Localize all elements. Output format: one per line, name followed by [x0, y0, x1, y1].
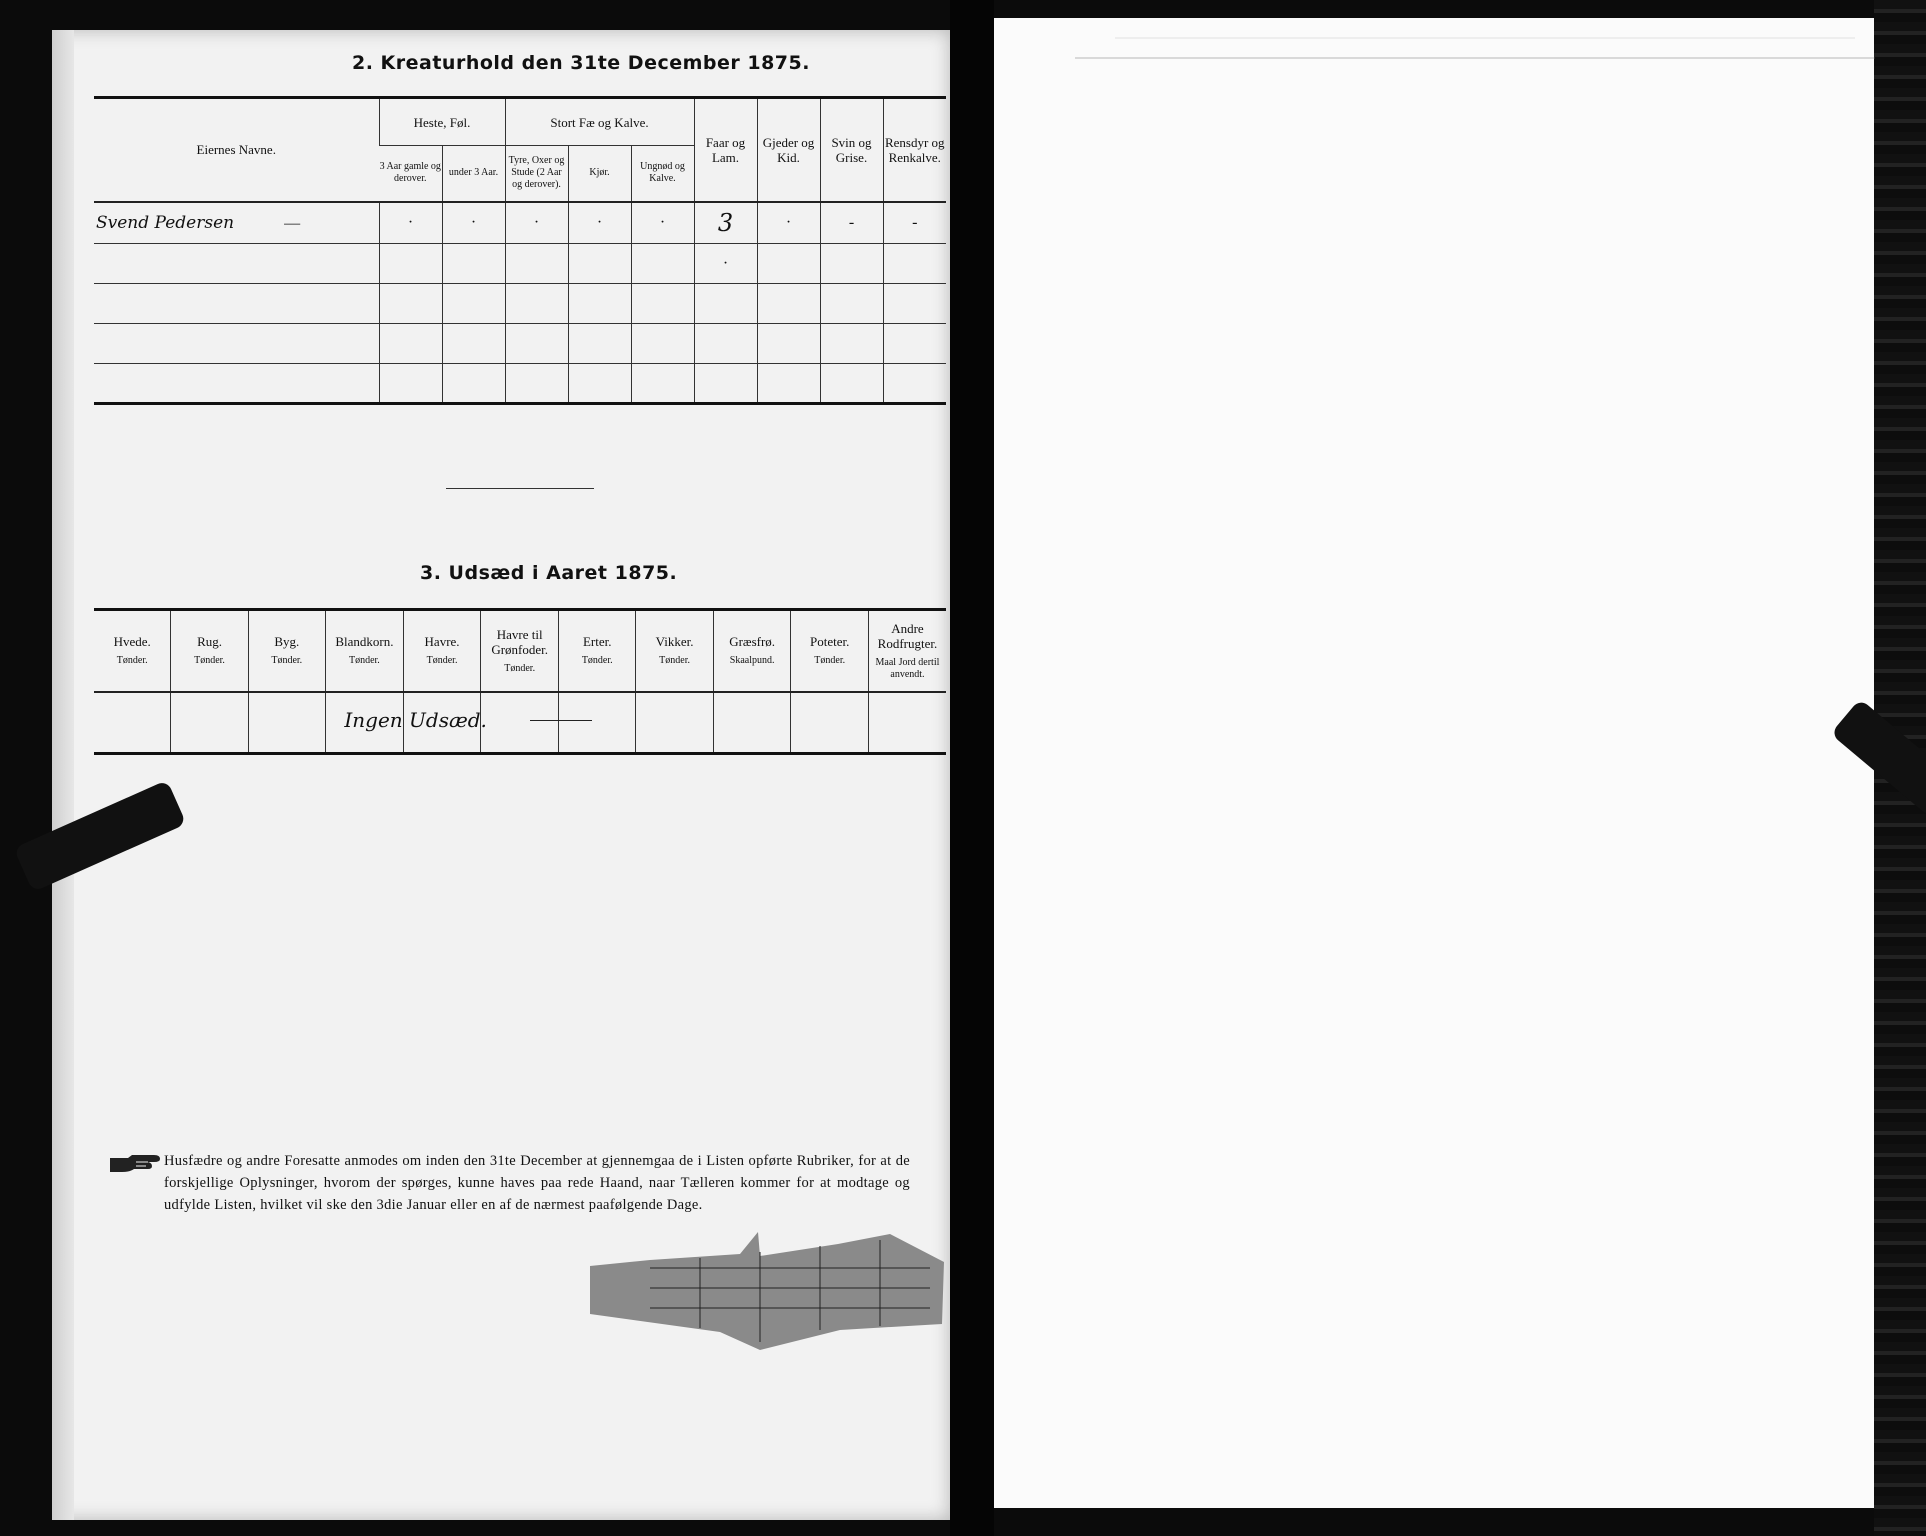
sowing-col-label: Andre Rodfrugter. — [877, 620, 938, 651]
sowing-col-unit: Tønder. — [581, 655, 613, 667]
sowing-col-10 — [868, 610, 946, 692]
sowing-col-unit: Tønder. — [194, 655, 225, 667]
cell-sheep: 3 — [694, 202, 757, 244]
cell-pigs: - — [820, 202, 883, 244]
sowing-cell-7 — [636, 692, 713, 754]
sowing-col-unit: Tønder. — [426, 655, 458, 667]
col-pigs: Svin og Grise. — [820, 98, 883, 202]
cell-cattle-bulls: · — [505, 202, 568, 244]
cell-cattle-young: · — [631, 202, 694, 244]
sowing-col-9 — [791, 610, 868, 692]
group-horses: Heste, Føl. — [379, 98, 505, 146]
right-page-blank — [994, 18, 1874, 1508]
sowing-cell-1 — [171, 692, 248, 754]
sowing-col-3 — [325, 610, 403, 692]
sowing-col-label: Byg. — [274, 634, 300, 650]
sowing-col-unit: Tønder. — [504, 662, 536, 674]
sowing-col-unit: Tønder. — [271, 655, 303, 667]
sowing-col-unit: Skaalpund. — [729, 655, 775, 667]
sowing-col-8 — [713, 610, 791, 692]
sowing-col-label: Erter. — [582, 634, 612, 650]
sowing-col-unit: Tønder. — [348, 655, 380, 667]
table-row — [94, 324, 946, 364]
sowing-col-unit: Maal Jord dertil anvendt. — [875, 656, 940, 680]
sowing-col-6 — [559, 610, 636, 692]
sowing-col-unit: Tønder. — [814, 655, 846, 667]
sowing-col-label: Vikker. — [655, 634, 694, 650]
book-gutter — [950, 0, 994, 1536]
table-row — [94, 364, 946, 404]
section-2-title: 2. Kreaturhold den 31te December 1875. — [352, 52, 810, 74]
section-3-title: 3. Udsæd i Aaret 1875. — [420, 562, 678, 584]
sowing-cell-0 — [94, 692, 171, 754]
sowing-table — [94, 608, 946, 755]
group-cattle: Stort Fæ og Kalve. — [505, 98, 694, 146]
handwritten-no-sowing: Ingen Udsæd. — [344, 708, 487, 733]
sowing-col-label: Havre. — [424, 634, 460, 650]
sowing-col-label: Hvede. — [113, 634, 151, 650]
col-owner-names: Eiernes Navne. — [94, 98, 379, 202]
col-sheep: Faar og Lam. — [694, 98, 757, 202]
handwritten-dash — [530, 720, 592, 721]
sowing-cell-2 — [248, 692, 325, 754]
cell-horses-old: · — [379, 202, 442, 244]
sowing-col-unit: Tønder. — [659, 655, 690, 667]
sowing-col-label: Blandkorn. — [335, 634, 394, 650]
cell-cattle-cows: · — [568, 202, 631, 244]
table-row — [94, 284, 946, 324]
section-divider — [446, 488, 594, 489]
col-goats: Gjeder og Kid. — [757, 98, 820, 202]
sowing-cell-3 — [325, 692, 487, 754]
bleed-through-marks — [1075, 28, 1875, 78]
col-horses-young: under 3 Aar. — [442, 146, 505, 202]
col-cattle-young: Ungnød og Kalve. — [631, 146, 694, 202]
col-reindeer: Rensdyr og Renkalve. — [883, 98, 946, 202]
table-row — [94, 244, 946, 284]
owner-name: Svend Pedersen — [96, 212, 235, 233]
sowing-cell-5 — [481, 692, 559, 754]
page-binding-shadow — [52, 30, 74, 1520]
col-cattle-cows: Kjør. — [568, 146, 631, 202]
pointing-hand-icon — [108, 1152, 164, 1174]
sowing-cell-8 — [713, 692, 791, 754]
col-horses-old: 3 Aar gamle og derover. — [379, 146, 442, 202]
cell-horses-young: · — [442, 202, 505, 244]
sowing-col-unit: Tønder. — [116, 655, 148, 667]
table-row — [94, 692, 946, 754]
sowing-col-label: Havre til Grønfoder. — [491, 626, 549, 657]
sowing-cell-9 — [791, 692, 868, 754]
notice-text: Husfædre og andre Foresatte anmodes om inden den 31te December at gjennemgaa de i Listen opførte Rubriker, for at de forskjellige Oplysninger, hvorom der spørges, kunne haves paa rede Haand, naar Tælleren kommer for at modtage og udfylde Listen, hvilket vil ske den 3die Januar eller en af de nærmest paafølgende Dage. — [164, 1153, 910, 1213]
cell-sheep-row2: · — [694, 244, 757, 284]
sowing-col-0 — [94, 610, 171, 692]
col-cattle-bulls: Tyre, Oxer og Stude (2 Aar og derover). — [505, 146, 568, 202]
sowing-col-5 — [481, 610, 559, 692]
sowing-col-label: Poteter. — [810, 634, 850, 650]
sowing-col-2 — [248, 610, 325, 692]
sowing-col-label: Græsfrø. — [729, 634, 776, 650]
sowing-col-4 — [403, 610, 480, 692]
owner-name-cell — [94, 202, 379, 244]
table-row — [94, 202, 946, 244]
sowing-cell-10 — [868, 692, 946, 754]
pasted-paper-fragment — [590, 1232, 946, 1350]
cell-reindeer: - — [883, 202, 946, 244]
sowing-col-label: Rug. — [197, 634, 222, 650]
sowing-col-7 — [636, 610, 713, 692]
cell-goats: · — [757, 202, 820, 244]
sowing-col-1 — [171, 610, 248, 692]
livestock-table — [94, 96, 946, 405]
name-dash: — — [284, 214, 301, 232]
sowing-cell-6 — [559, 692, 636, 754]
